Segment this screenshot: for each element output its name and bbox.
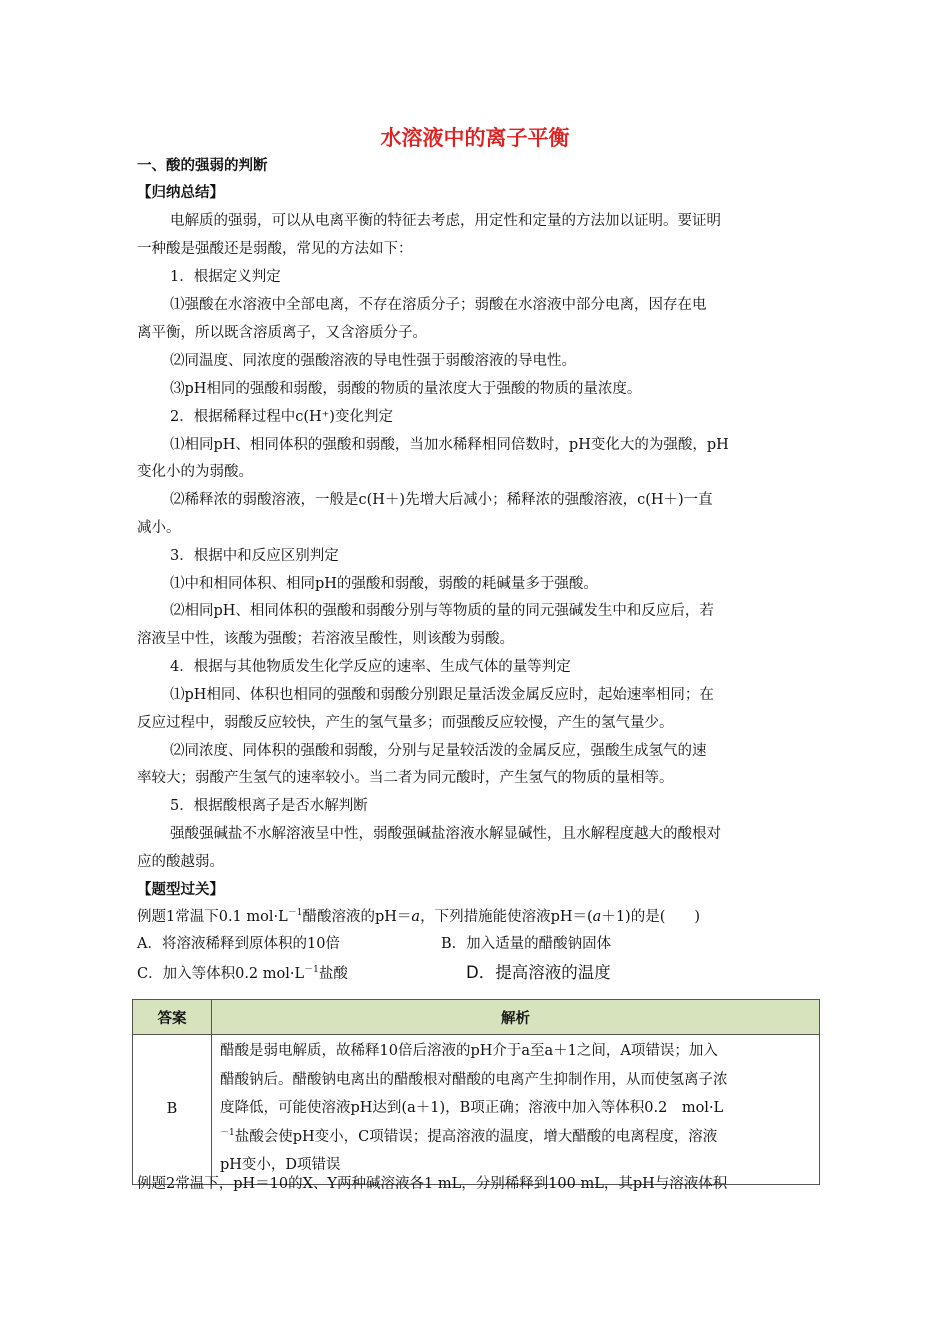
answer-table — [132, 999, 820, 1185]
paragraph-line: ⑶pH相同的强酸和弱酸，弱酸的物质的量浓度大于强酸的物质的量浓度。 — [170, 381, 642, 397]
example-1-question: 例题1常温下0.1 $mol\cdot L^{-1}$醋酸溶液的pH＝a，下列措施能使溶液pH＝(a＋1)的是( ) — [137, 908, 701, 925]
paragraph-line: 应的酸越弱。 — [137, 854, 224, 870]
subheading-2: 2．根据稀释过程中c(H⁺)变化判定 — [170, 409, 393, 425]
analysis-cell: 醋酸是弱电解质，故稀释10倍后溶液的pH介于a至a＋1之间，A项错误；加入 醋酸钠后。醋酸钠电离出的醋酸根对醋酸的电离产生抑制作用，从而使氢离子浓 度降低，可能使溶液pH达到(a＋1)，B项正确；溶液中加入等体积0.2 mol·L $^{-1}$盐酸会使pH变小，C项错误；提高溶液的温度，增大醋酸的电离程度，溶液 pH变小，D项错误 — [212, 1035, 820, 1185]
page-title: 水溶液中的离子平衡 — [380, 126, 570, 150]
paragraph-line: 溶液呈中性，该酸为强酸；若溶液呈酸性，则该酸为弱酸。 — [137, 631, 514, 647]
subheading-3: 3．根据中和反应区别判定 — [170, 548, 339, 564]
paragraph-line: ⑵同温度、同浓度的强酸溶液的导电性强于弱酸溶液的导电性。 — [170, 353, 576, 369]
paragraph-line: ⑵稀释浓的弱酸溶液，一般是c(H＋)先增大后减小；稀释浓的强酸溶液，c(H＋)一直 — [170, 492, 713, 508]
paragraph-line: ⑴中和相同体积、相同pH的强酸和弱酸，弱酸的耗碱量多于强酸。 — [170, 576, 598, 592]
paragraph-line: 减小。 — [137, 520, 181, 536]
paragraph-line: ⑵相同pH、相同体积的强酸和弱酸分别与等物质的量的同元强碱发生中和反应后，若 — [170, 603, 714, 619]
option-b: B．加入适量的醋酸钠固体 — [441, 936, 612, 952]
paragraph-line: 一种酸是强酸还是弱酸，常见的方法如下： — [137, 241, 413, 257]
subheading-4: 4．根据与其他物质发生化学反应的速率、生成气体的量等判定 — [170, 659, 571, 675]
paragraph-line: ⑴相同pH、相同体积的强酸和弱酸，当加水稀释相同倍数时，pH变化大的为强酸，pH — [170, 437, 729, 453]
paragraph-line: ⑴pH相同、体积也相同的强酸和弱酸分别跟足量活泼金属反应时，起始速率相同；在 — [170, 687, 714, 703]
example-2-question: 例题2常温下，pH＝10的X、Y两种碱溶液各1 mL，分别稀释到100 mL，其pH与溶液体积 — [137, 1176, 728, 1192]
subheading-1: 1．根据定义判定 — [170, 269, 281, 285]
option-a: A．将溶液稀释到原体积的10倍 — [137, 936, 340, 952]
summary-heading: 【归纳总结】 — [137, 185, 224, 201]
option-c: C．加入等体积0.2 $mol\cdot L^{-1}$盐酸 — [137, 965, 348, 982]
paragraph-line: 率较大；弱酸产生氢气的速率较小。当二者为同元酸时，产生氢气的物质的量相等。 — [137, 770, 674, 786]
paragraph-line: 变化小的为弱酸。 — [137, 464, 253, 480]
pass-heading: 【题型过关】 — [137, 882, 224, 898]
paragraph-line: 离平衡，所以既含溶质离子，又含溶质分子。 — [137, 325, 427, 341]
analysis-header: 解析 — [212, 1000, 820, 1035]
answer-header: 答案 — [133, 1000, 212, 1035]
paragraph-line: 反应过程中，弱酸反应较快，产生的氢气量多；而强酸反应较慢，产生的氢气量少。 — [137, 715, 674, 731]
paragraph-line: 强酸强碱盐不水解溶液呈中性，弱酸强碱盐溶液水解显碱性，且水解程度越大的酸根对 — [170, 826, 721, 842]
answer-cell: B — [133, 1035, 212, 1185]
subheading-5: 5．根据酸根离子是否水解判断 — [170, 798, 368, 814]
paragraph-line: 电解质的强弱，可以从电离平衡的特征去考虑，用定性和定量的方法加以证明。要证明 — [170, 213, 721, 229]
paragraph-line: ⑵同浓度、同体积的强酸和弱酸，分别与足量较活泼的金属反应，强酸生成氢气的速 — [170, 743, 707, 759]
paragraph-line: ⑴强酸在水溶液中全部电离，不存在溶质分子；弱酸在水溶液中部分电离，因存在电 — [170, 297, 707, 313]
option-d: D．提高溶液的温度 — [466, 963, 611, 982]
section-heading: 一、酸的强弱的判断 — [137, 158, 268, 174]
